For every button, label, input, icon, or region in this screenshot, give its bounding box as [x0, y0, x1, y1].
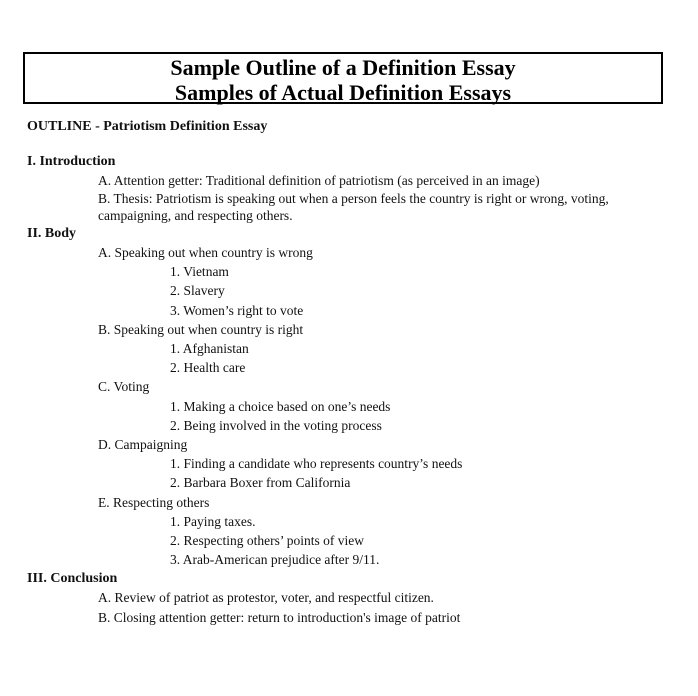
body-b-sub-1: 1. Afghanistan	[170, 341, 249, 356]
body-e-sub-1: 1. Paying taxes.	[170, 514, 256, 529]
outline-heading: OUTLINE - Patriotism Definition Essay	[27, 119, 268, 134]
body-c-sub-1: 1. Making a choice based on one’s needs	[170, 399, 391, 414]
body-e-sub-3: 3. Arab-American prejudice after 9/11.	[170, 552, 380, 567]
section-heading-body: II. Body	[27, 226, 77, 241]
conclusion-item-a: A. Review of patriot as protestor, voter, and respectful citizen.	[98, 590, 434, 605]
body-b-sub-2: 2. Health care	[170, 360, 246, 375]
section-heading-introduction: I. Introduction	[27, 154, 116, 169]
body-item-b: B. Speaking out when country is right	[98, 322, 304, 337]
body-item-a: A. Speaking out when country is wrong	[98, 245, 313, 260]
conclusion-item-b: B. Closing attention getter: return to introduction's image of patriot	[98, 610, 461, 625]
title-line-1: Sample Outline of a Definition Essay	[170, 55, 516, 80]
body-c-sub-2: 2. Being involved in the voting process	[170, 418, 382, 433]
body-item-d: D. Campaigning	[98, 437, 188, 452]
body-d-sub-2: 2. Barbara Boxer from California	[170, 475, 351, 490]
intro-item-a: A. Attention getter: Traditional definition of patriotism (as perceived in an image)	[98, 173, 540, 188]
intro-item-b: B. Thesis: Patriotism is speaking out when a person feels the country is right or wrong, voting, campaigning, and respecting others.	[98, 191, 609, 223]
body-a-sub-3: 3. Women’s right to vote	[170, 303, 304, 318]
body-a-sub-1: 1. Vietnam	[170, 264, 229, 279]
body-e-sub-2: 2. Respecting others’ points of view	[170, 533, 364, 548]
body-a-sub-2: 2. Slavery	[170, 283, 225, 298]
body-item-c: C. Voting	[98, 379, 150, 394]
body-item-e: E. Respecting others	[98, 495, 210, 510]
title-box	[23, 52, 663, 104]
section-heading-conclusion: III. Conclusion	[27, 571, 118, 586]
body-d-sub-1: 1. Finding a candidate who represents country’s needs	[170, 456, 463, 471]
title-line-2: Samples of Actual Definition Essays	[174, 80, 512, 105]
